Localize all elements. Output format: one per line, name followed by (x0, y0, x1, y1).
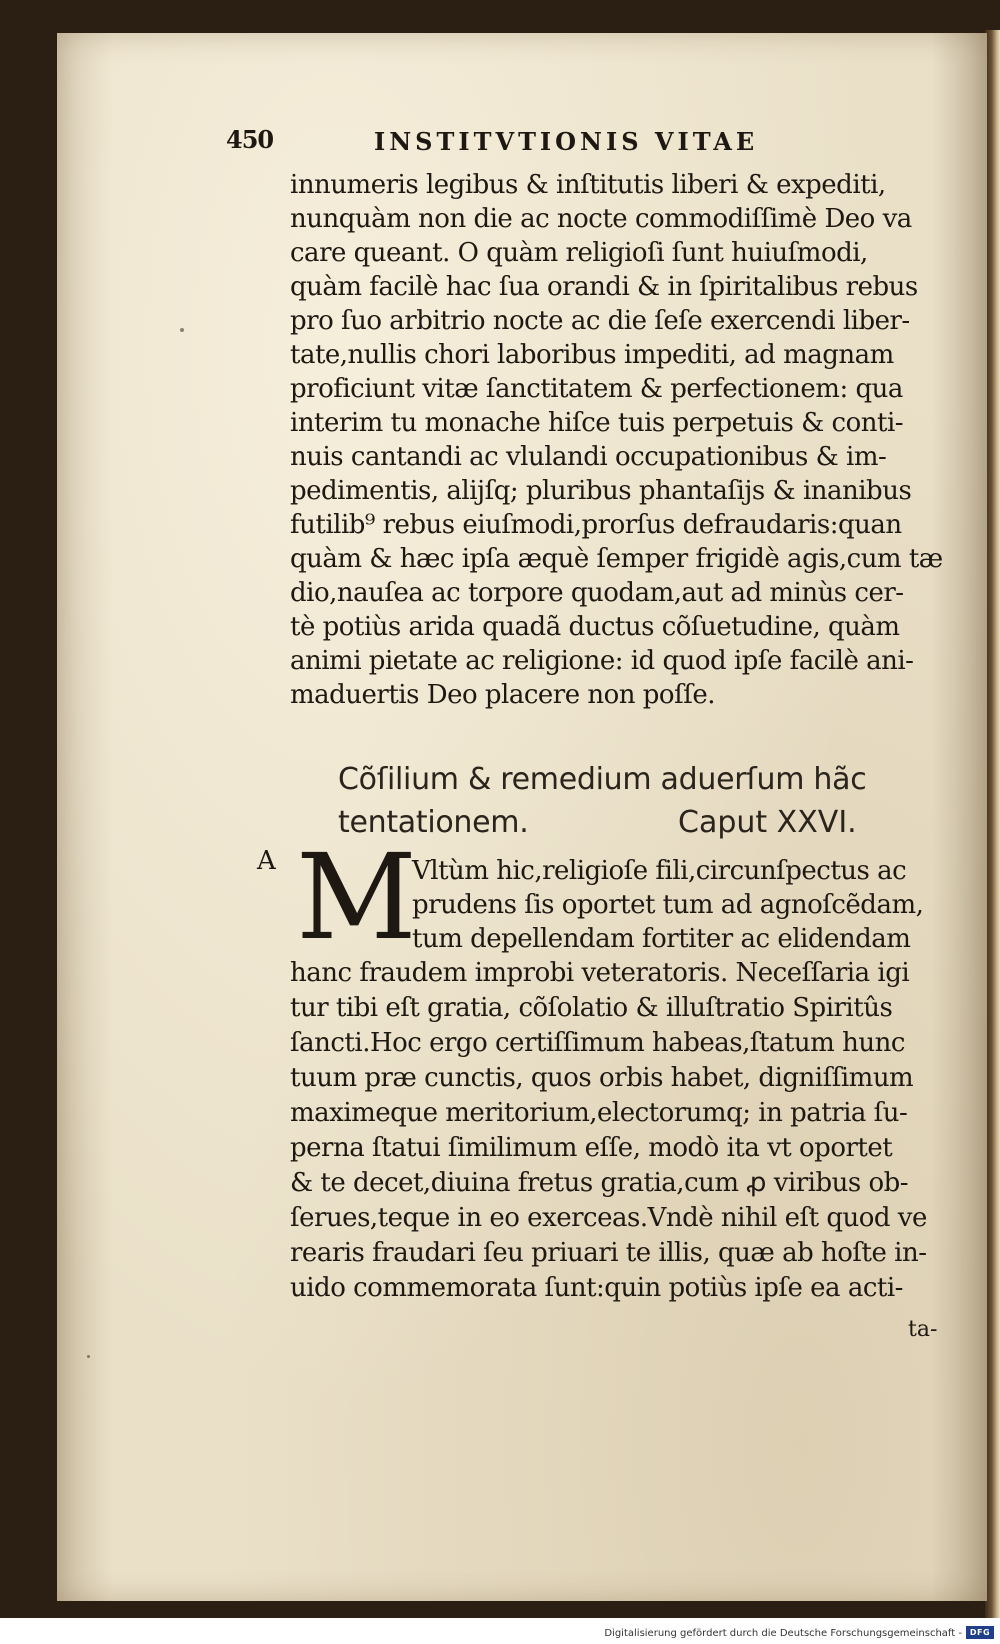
text-line: & te decet,diuina fretus gratia,cum ꝓ viribus ob- (290, 1168, 909, 1198)
text-line: maduertis Deo placere non poſſe. (290, 680, 715, 710)
text-line: ſerues,teque in eo exerceas.Vndè nihil eſt quod ve (290, 1203, 927, 1233)
running-title: INSTITVTIONIS VITAE (374, 127, 759, 156)
text-line: uido commemorata ſunt:quin potiùs ipſe ea acti- (290, 1273, 903, 1303)
text-line: maximeque meritorium,electorumq; in patria ſu- (290, 1098, 908, 1128)
text-line: care queant. O quàm religioſi ſunt huiuſmodi, (290, 238, 868, 268)
text-line: Vltùm hic,religioſe fili,circunſpectus ac (412, 856, 907, 886)
chapter-title-line: tentationem. (338, 805, 529, 840)
text-line: tur tibi eſt gratia, cõſolatio & illuſtratio Spiritûs (290, 993, 893, 1023)
chapter-number: Caput XXVI. (678, 805, 857, 840)
text-line: innumeris legibus & inſtitutis liberi & expediti, (290, 170, 886, 200)
text-line: tum depellendam fortiter ac elidendam (412, 924, 911, 954)
funding-credit: Digitalisierung gefördert durch die Deutsche Forschungsgemeinschaft - (604, 1628, 962, 1639)
text-line: nunquàm non die ac nocte commodiſſimè Deo va (290, 204, 912, 234)
text-line: perna ſtatui ſimilimum eſſe, modò ita vt oportet (290, 1133, 893, 1163)
dfg-logo[interactable]: DFG (966, 1626, 994, 1639)
text-line: tate,nullis chori laboribus impediti, ad magnam (290, 340, 894, 370)
text-line: rearis fraudari ſeu priuari te illis, quæ ab hoſte in- (290, 1238, 927, 1268)
text-line: tè potiùs arida quadã ductus cõſuetudine, quàm (290, 612, 900, 642)
chapter-title-line: Cõſilium & remedium aduerſum hãc (338, 762, 867, 797)
text-line: dio,nauſea ac torpore quodam,aut ad minùs cer- (290, 578, 904, 608)
ink-speck (180, 328, 184, 332)
text-line: tuum præ cunctis, quos orbis habet, digniſſimum (290, 1063, 914, 1093)
text-line: nuis cantandi ac vlulandi occupationibus & im- (290, 442, 887, 472)
margin-section-letter: A (257, 846, 276, 876)
ink-speck (87, 1355, 90, 1358)
page-number: 450 (226, 125, 274, 154)
text-line: futilib⁹ rebus eiuſmodi,prorſus defraudaris:quan (290, 510, 902, 540)
drop-cap-initial: M (296, 828, 417, 966)
text-line: pro ſuo arbitrio nocte ac die ſeſe exercendi liber- (290, 306, 910, 336)
text-line: interim tu monache hiſce tuis perpetuis & conti- (290, 408, 904, 438)
catchword: ta- (908, 1317, 938, 1342)
page-edge (985, 30, 1000, 1620)
text-line: quàm facilè hac ſua orandi & in ſpiritalibus rebus (290, 272, 918, 302)
text-line: pedimentis, alijſq; pluribus phantaſijs & inanibus (290, 476, 912, 506)
text-line: ſancti.Hoc ergo certiſſimum habeas,ſtatum hunc (290, 1028, 905, 1058)
text-line: prudens ſis oportet tum ad agnoſcẽdam, (412, 890, 924, 920)
text-line: proficiunt vitæ ſanctitatem & perfectionem: qua (290, 374, 903, 404)
text-line: quàm & hæc ipſa æquè ſemper frigidè agis,cum tæ (290, 544, 943, 574)
text-line: hanc fraudem improbi veteratoris. Neceſſaria igi (290, 958, 910, 988)
running-head (226, 125, 846, 157)
text-line: animi pietate ac religione: id quod ipſe facilè ani- (290, 646, 914, 676)
